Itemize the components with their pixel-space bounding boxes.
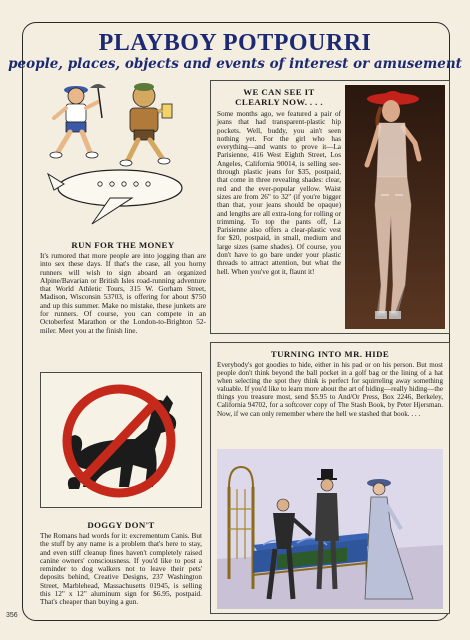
article-see-box [210, 80, 450, 334]
page-subtitle: people, places, objects and events of interest or amusement [8, 56, 462, 72]
runners-illustration [40, 78, 190, 228]
see-heading-line2: CLEARLY NOW. . . . [235, 97, 323, 107]
hide-heading: TURNING INTO MR. HIDE [270, 349, 390, 359]
article-hide-box [210, 342, 450, 614]
article-hide [217, 349, 443, 418]
dog-sign-box [40, 372, 202, 508]
bed-illustration [217, 449, 443, 609]
run-body: It's rumored that more people are into jogging than are into sex these days. If that's the case, all you horny runners will wish to sign aboard an organized Alpine/Bavarian or British Isles road-running adventure that World Athletic Tours, 315 W. Gorham Street, Madison, Wisconsin 53703, is offering for about $750 and up this summer. Make no mistake, these junkets are for runners. Of course, you can compete in an Octoberfest Marathon or the London-to-Brighton 52-miler. Meet you at the finish line. [40, 251, 206, 335]
hide-body: Everybody's got goodies to hide, either in his pad or on his person. But most people don't think beyond the ball pocket in a golf bag or the lining of a hat when selecting the spot they think is perfect for squirreling away something valuable. If you'd like to learn more about the art of hiding—really hiding—the things you treasure most, send $5.95 to And/Or Press, Box 2246, Berkeley, California 94702, for a softcover copy of The Stash Book, by Peter Hjersman. Now, if we can only remember where the hell we stashed that book. . . . [217, 361, 443, 418]
see-heading-line1: WE CAN SEE IT [243, 87, 315, 97]
article-dog [40, 520, 202, 607]
dog-sign-illustration [55, 377, 189, 503]
see-body: Some months ago, we featured a pair of jeans that had transparent-plastic hip pockets. Well, buddy, you ain't seen nothing yet. For the girl who has everything—and wants to prove it—La Parisienne, 416 West Eighth Street, Los Angeles, California 90014, is selling see-through plastic jeans for $35, postpaid, that come in three revealing shades: clear, red and the ever-popular yellow. Waist sizes are from 26" to 32" (if you're bigger than that, your jeans should be opaque) and lengths are all extra-long for rolling or trimming. To top the pants off, La Parisienne also offers a clear-plastic vest for $20, postpaid, in small, medium and large sizes (same shades). Of course, you don't have to go bare under your plastic threads to attract attention, but what the hell. When you've got it, flaunt it! [217, 110, 341, 276]
dog-body: The Romans had words for it: excrementum Canis. But the stuff by any name is a problem that's here to stay, and even stiff cleanup fines haven't completely raised canine owners' consciousness. If you'd like to post a reminder to dog walkers not to leave their pets' deposits behind, Creative Designs, 237 Washington Street, Marblehead, Massachusetts 01945, is selling this 12" x 12" aluminum sign for $6.95, postpaid. That's cheaper than buying a gun. [40, 531, 202, 607]
article-see [217, 87, 341, 276]
article-run [40, 240, 206, 335]
plastic-jeans-photo [345, 85, 445, 329]
dog-heading: DOGGY DON'T [87, 520, 155, 530]
run-heading: RUN FOR THE MONEY [71, 240, 175, 250]
page-title: PLAYBOY POTPOURRI [98, 30, 372, 56]
page-number: 356 [6, 612, 18, 619]
